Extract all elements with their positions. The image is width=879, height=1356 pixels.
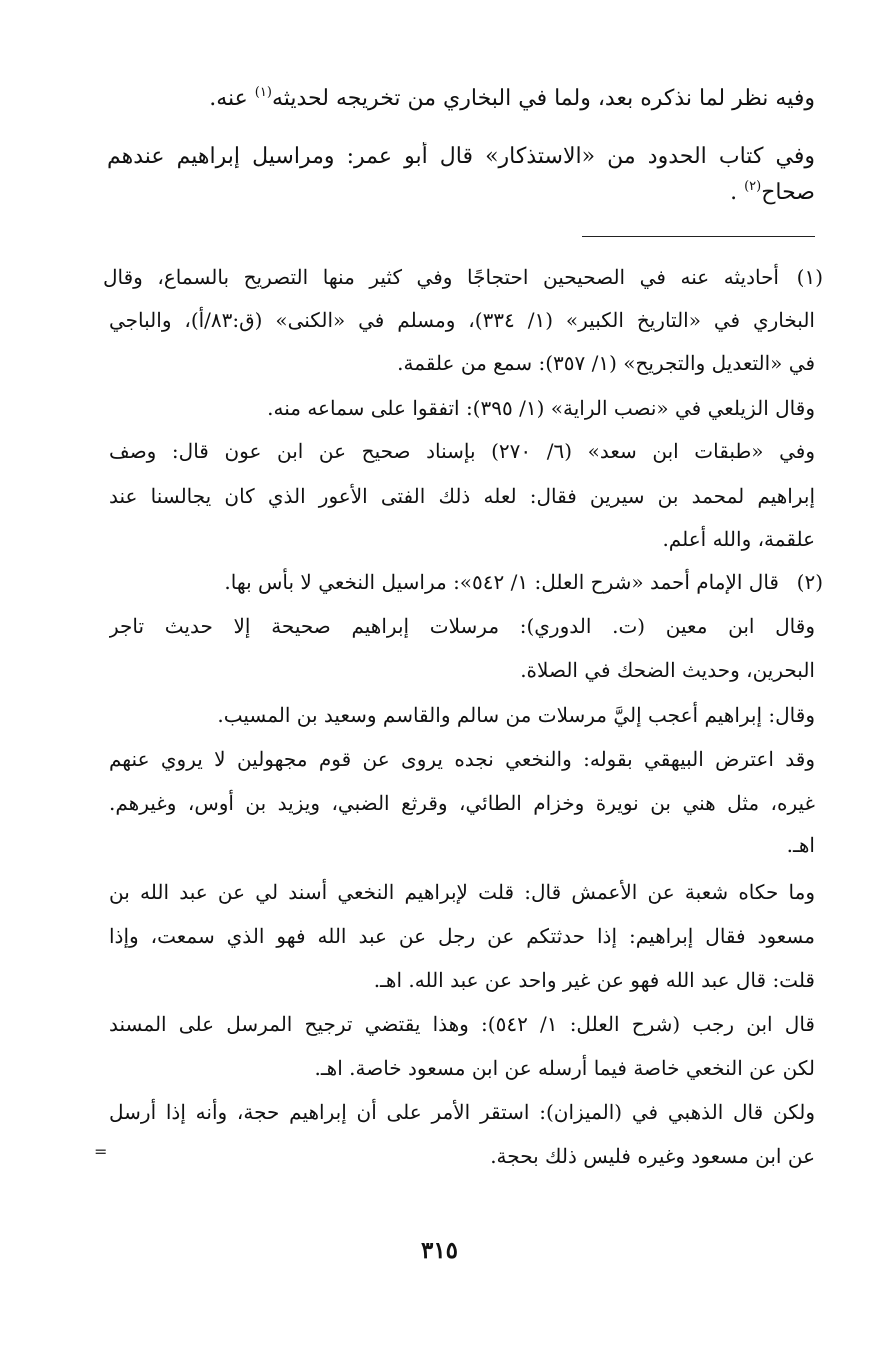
footnote-2-line-8: وما حكاه شعبة عن الأعمش قال: قلت لإبراهيم النخعي أسند لي عن عبد الله بن	[109, 880, 815, 904]
footnote-2-line-2: وقال ابن معين (ت. الدوري): مرسلات إبراهيم صحيحة إلا حديث تاجر	[109, 614, 815, 638]
page-number: ٣١٥	[420, 1237, 459, 1264]
main-text-line-3-end: .	[730, 180, 745, 205]
footnote-2-line-6: غيره، مثل هني بن نويرة وخزام الطائي، وقرثع الضبي، ويزيد بن أوس، وغيرهم.	[109, 791, 815, 815]
main-text-line-1	[107, 84, 815, 116]
footnote-1-line-2: البخاري في «التاريخ الكبير» (١/ ٣٣٤)، ومسلم في «الكنى» (ق:٨٣/أ)، والباجي	[109, 308, 815, 332]
footnote-2-line-7: اهـ.	[786, 833, 815, 857]
footnote-2-line-12: لكن عن النخعي خاصة فيما أرسله عن ابن مسعود خاصة. اهـ.	[314, 1056, 815, 1080]
footnote-2-line-5: وقد اعترض البيهقي بقوله: والنخعي نجده يروى عن قوم مجهولين لا يروي عنهم	[109, 747, 815, 771]
footnote-1-line-4: وقال الزيلعي في «نصب الراية» (١/ ٣٩٥): اتفقوا على سماعه منه.	[267, 396, 815, 420]
footnote-1-line-6: إبراهيم لمحمد بن سيرين فقال: لعله ذلك الفتى الأعور الذي كان يجالسنا عند	[109, 484, 815, 508]
footnote-2-line-1: قال الإمام أحمد «شرح العلل: ١/ ٥٤٢»: مراسيل النخعي لا بأس بها.	[224, 570, 779, 594]
footnote-2-line-4: وقال: إبراهيم أعجب إليَّ مرسلات من سالم والقاسم وسعيد بن المسيب.	[217, 703, 815, 727]
main-text-line-3	[107, 178, 815, 210]
footnote-1-number: (١)	[796, 265, 823, 289]
main-text-line-1-text: وفيه نظر لما نذكره بعد، ولما في البخاري من تخريجه لحديثه	[271, 86, 815, 111]
footnote-separator	[582, 236, 815, 237]
main-text-line-1-end: عنه.	[209, 86, 255, 111]
margin-mark: =	[94, 1142, 108, 1161]
footnote-ref-2: (٢)	[744, 179, 762, 194]
footnote-2-line-3: البحرين، وحديث الضحك في الصلاة.	[520, 658, 815, 682]
main-text-line-2	[107, 142, 815, 174]
footnote-1-line-1: أحاديثه عنه في الصحيحين احتجاجًا وفي كثير منها التصريح بالسماع، وقال	[103, 265, 779, 289]
footnote-2-line-14: عن ابن مسعود وغيره فليس ذلك بحجة.	[490, 1144, 815, 1168]
footnote-2-line-10: قلت: قال عبد الله فهو عن غير واحد عن عبد الله. اهـ.	[373, 968, 815, 992]
footnote-1-line-7: علقمة، والله أعلم.	[662, 527, 815, 551]
footnote-1-line-3: في «التعديل والتجريح» (١/ ٣٥٧): سمع من علقمة.	[397, 351, 815, 375]
footnote-2-line-13: ولكن قال الذهبي في (الميزان): استقر الأمر على أن إبراهيم حجة، وأنه إذا أرسل	[109, 1100, 815, 1124]
footnote-2-number: (٢)	[796, 570, 823, 594]
footnote-ref-1: (١)	[254, 85, 272, 100]
main-text-line-3-text: صحاح	[761, 180, 815, 205]
footnote-1-line-5: وفي «طبقات ابن سعد» (٦/ ٢٧٠) بإسناد صحيح عن ابن عون قال: وصف	[109, 439, 815, 463]
main-text-line-2-text: وفي كتاب الحدود من «الاستذكار» قال أبو عمر: ومراسيل إبراهيم عندهم	[107, 144, 815, 169]
footnote-2-line-9: مسعود فقال إبراهيم: إذا حدثتكم عن رجل عن عبد الله فهو الذي سمعت، وإذا	[109, 924, 815, 948]
footnote-2-line-11: قال ابن رجب (شرح العلل: ١/ ٥٤٢): وهذا يقتضي ترجيح المرسل على المسند	[109, 1012, 815, 1036]
